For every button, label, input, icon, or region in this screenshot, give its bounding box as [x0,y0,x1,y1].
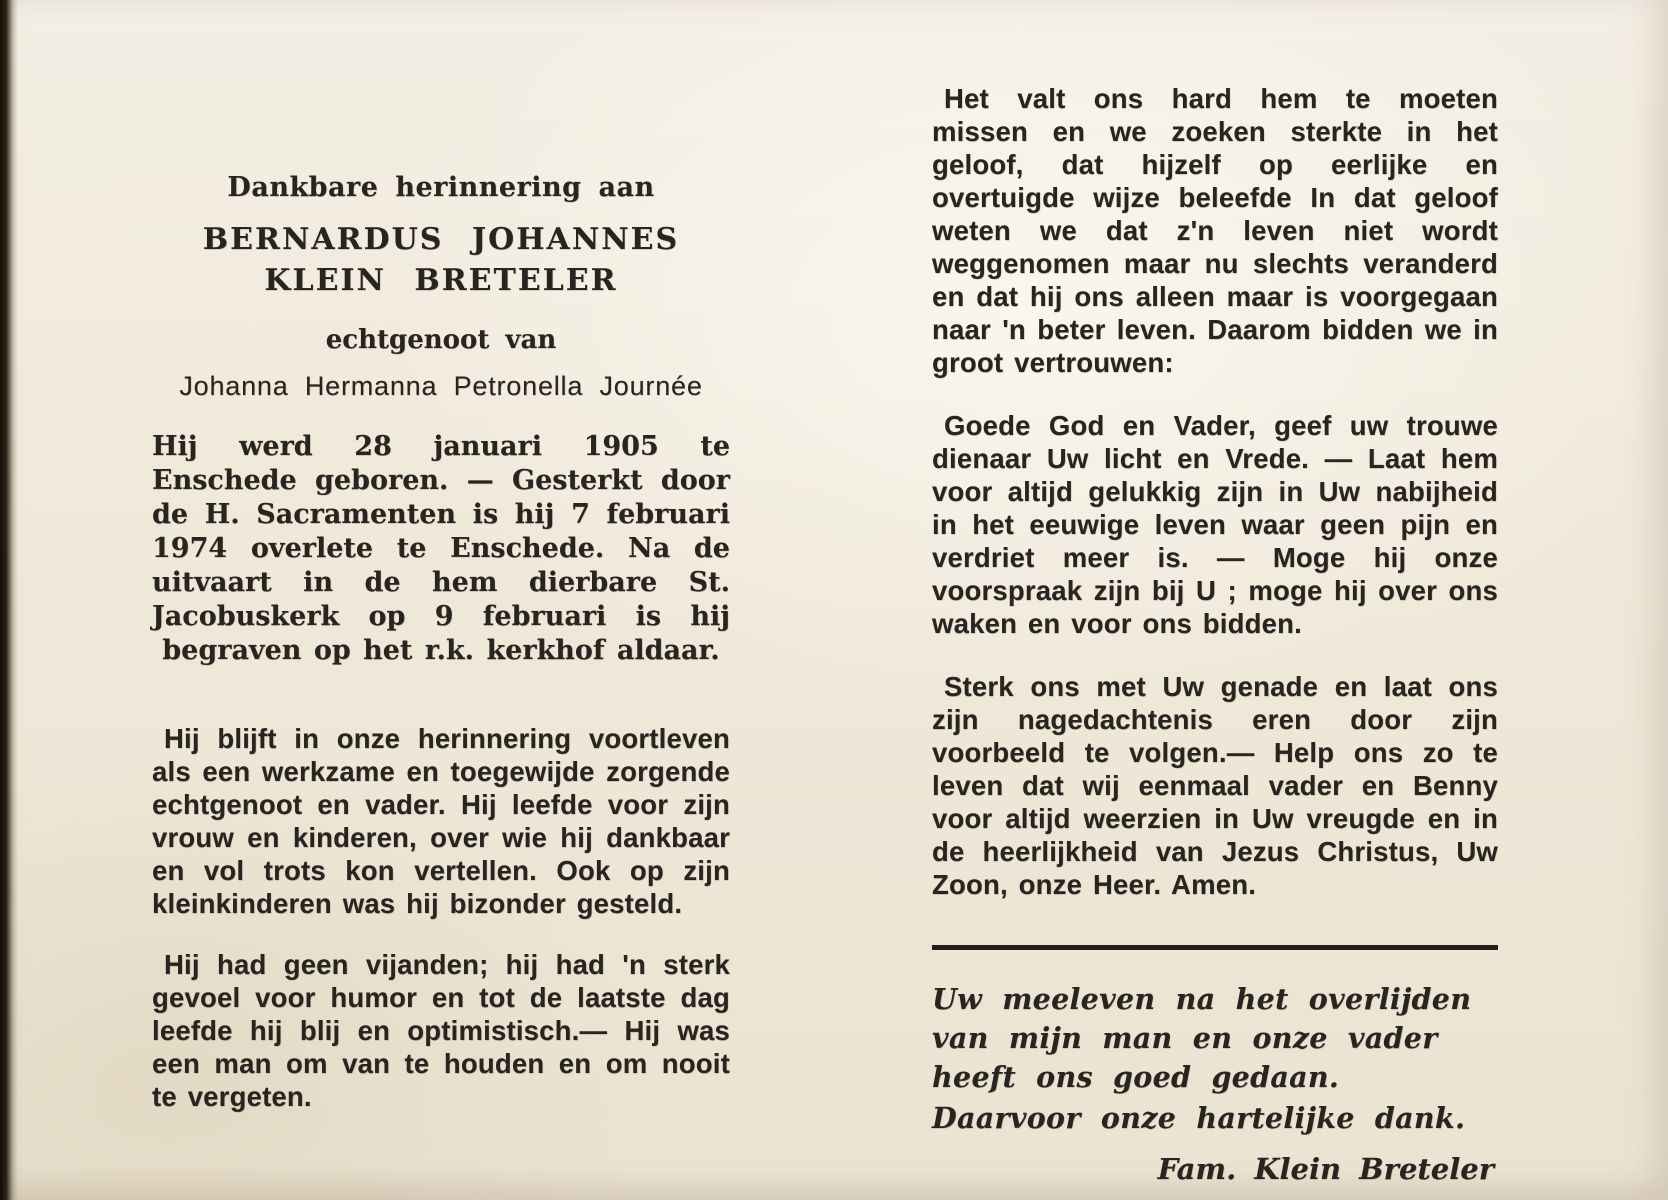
remembrance-paragraph: Hij blijft in onze herinnering voortleven als een werkzame en toegewijde zorgende echtgenoot en vader. Hij leefde voor zijn vrouw en kinderen, over wie hij dankbaar en vol trots kon vertellen. Ook op zijn kleinkinderen was hij bizonder gesteld. [152,723,730,919]
spouse-intro: echtgenoot van [325,325,557,355]
deceased-name-line-2: KLEIN BRETELER [264,263,618,298]
deceased-name [152,219,730,301]
character-paragraph: Hij had geen vijanden; hij had 'n sterk gevoel voor humor en tot de laatste dag leefde hij blij en optimistisch.— Hij was een man om van te houden en om nooit te vergeten. [152,949,730,1112]
card-spine-edge [0,0,18,1200]
deceased-name-line-1: BERNARDUS JOHANNES [202,222,680,257]
prayer-paragraph: Goede God en Vader, geef uw trouwe dienaar Uw licht en Vrede. — Laat hem voor altijd gelukkig zijn in Uw nabijheid in het eeuwige leven waar geen pijn en verdriet meer is. — Moge hij onze voorspraak zijn bij U ; moge hij over ons waken en voor ons bidden. [932,410,1498,639]
acknowledgement-paragraph: Uw meeleven na het overlijden van mijn man en onze vader heeft ons goed gedaan. [932,982,1472,1094]
memorial-card-left-page [152,172,730,1113]
family-signature: Fam. Klein Breteler [1157,1152,1494,1186]
spouse-name: Johanna Hermanna Petronella Journée [179,371,703,401]
thanks-line: Daarvoor onze hartelijke dank. [932,1101,1466,1135]
section-divider-rule [932,945,1498,950]
memorial-intro: Dankbare herinnering aan [227,172,655,203]
grief-paragraph: Het valt ons hard hem te moeten missen en we zoeken sterkte in het geloof, dat hijzelf op eerlijke en overtuigde wijze beleefde In dat geloof weten we dat z'n leven niet wordt weggenomen maar nu slechts veranderd en dat hij ons alleen maar is voorgegaan naar 'n beter leven. Daarom bidden we in groot vertrouwen: [932,83,1498,378]
biography-paragraph: Hij werd 28 januari 1905 te Enschede geboren. — Gesterkt door de H. Sacramenten is hij 7 februari 1974 overlete te Enschede. Na de uitvaart in de hem dierbare St. Jacobuskerk op 9 februari is hij begraven op het r.k. kerkhof aldaar. [152,431,730,666]
petition-paragraph: Sterk ons met Uw genade en laat ons zijn nagedachtenis eren door zijn voorbeeld te volgen.— Help ons zo te leven dat wij eenmaal vader en Benny voor altijd weerzien in Uw vreugde en in de heerlijkheid van Jezus Christus, Uw Zoon, onze Heer. Amen. [932,671,1498,900]
memorial-card-right-page [932,82,1498,1186]
